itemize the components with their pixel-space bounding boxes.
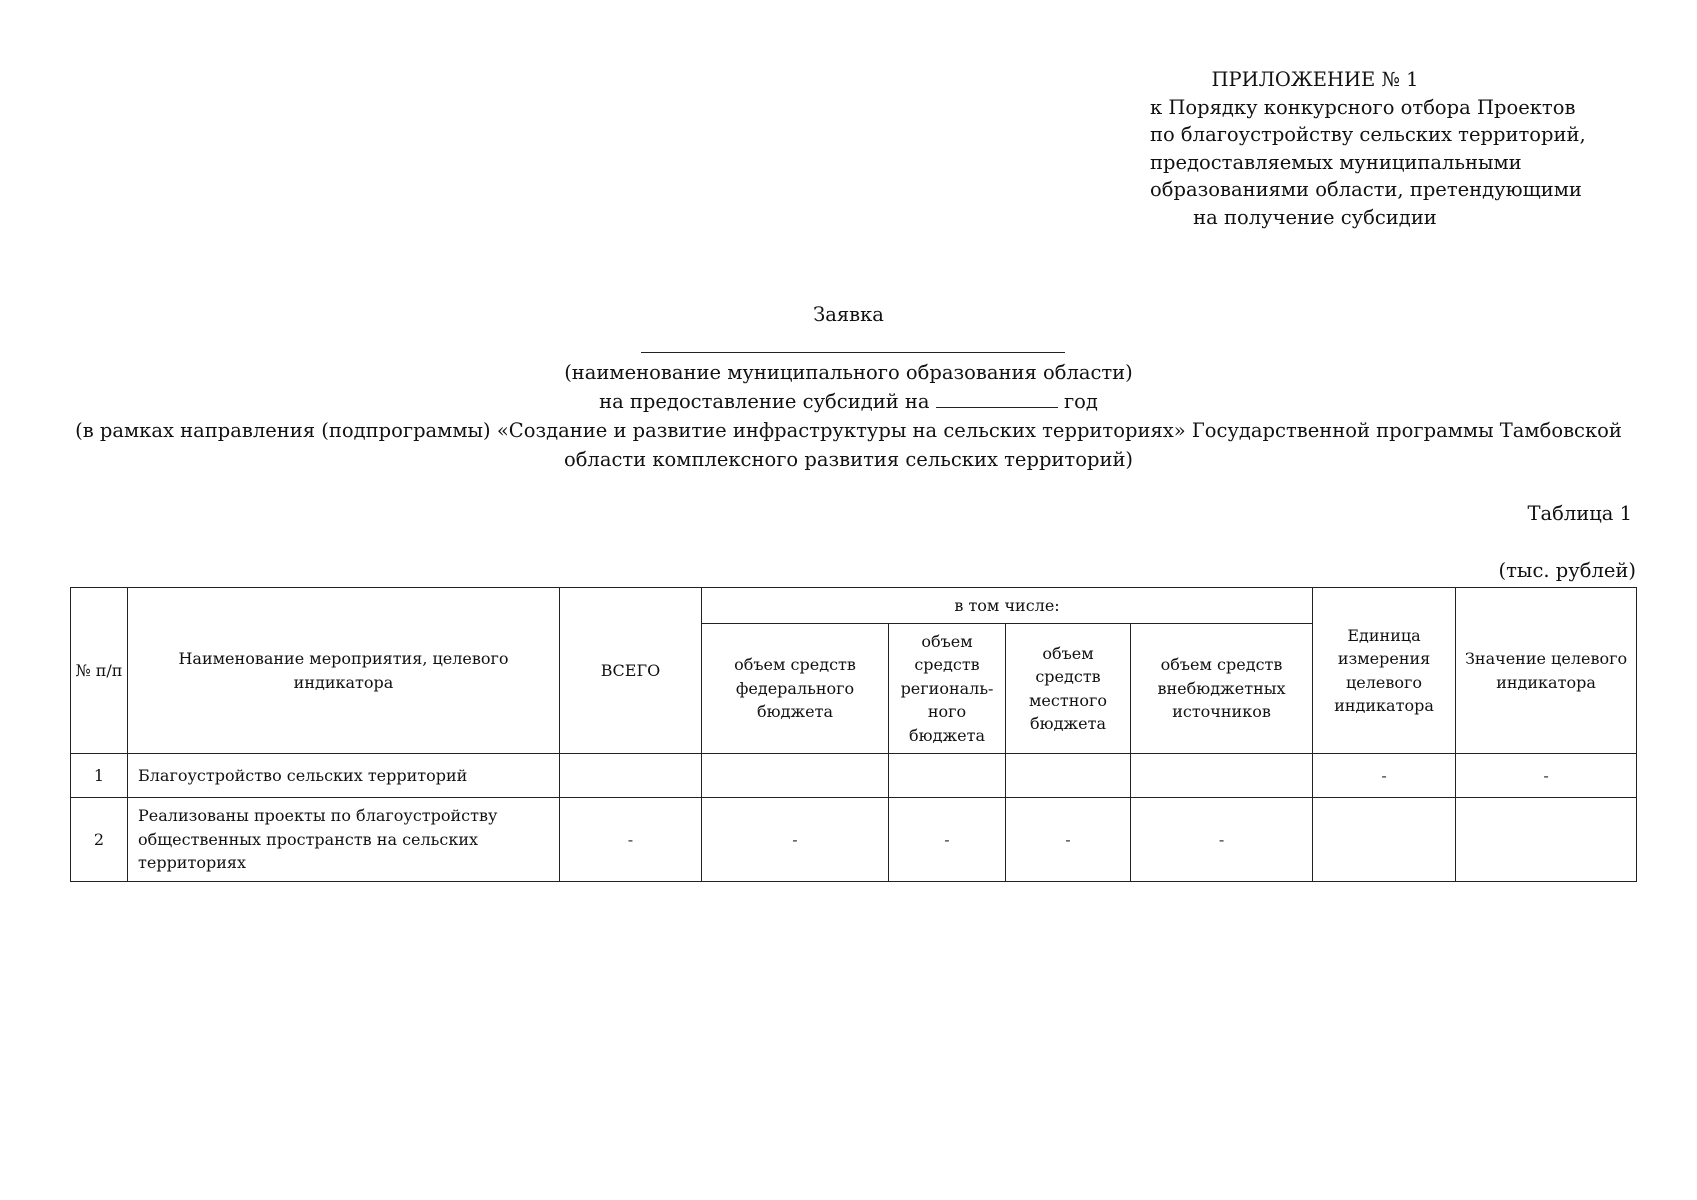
- header-name: Наименование мероприятия, целевого индикатора: [128, 588, 560, 754]
- units-label: (тыс. рублей): [1498, 559, 1636, 582]
- subsidy-prefix: на предоставление субсидий на: [599, 390, 930, 413]
- header-extrabudget: объем средств внебюджетных источников: [1131, 624, 1313, 754]
- subsidy-suffix: год: [1063, 390, 1098, 413]
- cell-federal: [702, 754, 889, 798]
- cell-name: Реализованы проекты по благоустройству общественных пространств на сельских территориях: [128, 798, 560, 882]
- subsidy-table: [70, 587, 1637, 882]
- cell-unit: [1313, 798, 1456, 882]
- header-federal: объем средств федерального бюджета: [702, 624, 889, 754]
- appendix-line: на получение субсидии: [1193, 205, 1437, 229]
- cell-extrabudget: -: [1131, 798, 1313, 882]
- appendix-block: [1150, 66, 1586, 231]
- cell-federal: -: [702, 798, 889, 882]
- header-regional: объем средств региональ-ного бюджета: [889, 624, 1006, 754]
- cell-extrabudget: [1131, 754, 1313, 798]
- document-title: Заявка: [813, 303, 884, 326]
- subsidy-line: [60, 387, 1637, 416]
- header-unit: Единица измерения целевого индикатора: [1313, 588, 1456, 754]
- header-value: Значение целевого индикатора: [1456, 588, 1637, 754]
- appendix-title: ПРИЛОЖЕНИЕ № 1: [1211, 68, 1419, 91]
- program-line-1: (в рамках направления (подпрограммы) «Создание и развитие инфраструктуры на сельских территориях» Государственной программы Тамбовской: [75, 419, 1622, 442]
- header-local: объем средств местного бюджета: [1006, 624, 1131, 754]
- municipality-blank-line: [641, 352, 1065, 353]
- header-including: в том числе:: [702, 588, 1313, 624]
- appendix-line: предоставляемых муниципальными: [1150, 150, 1522, 174]
- cell-value: -: [1456, 754, 1637, 798]
- table-header-row: [71, 588, 1637, 624]
- cell-local: [1006, 754, 1131, 798]
- table-row: [71, 798, 1637, 882]
- cell-regional: -: [889, 798, 1006, 882]
- municipality-caption: (наименование муниципального образования области): [564, 361, 1133, 384]
- header-number: № п/п: [71, 588, 128, 754]
- cell-local: -: [1006, 798, 1131, 882]
- cell-total: [560, 754, 702, 798]
- appendix-line: образованиями области, претендующими: [1150, 178, 1582, 201]
- cell-name: Благоустройство сельских территорий: [128, 754, 560, 798]
- cell-unit: -: [1313, 754, 1456, 798]
- cell-number: 2: [71, 798, 128, 882]
- header-total: ВСЕГО: [560, 588, 702, 754]
- table-caption: Таблица 1: [1527, 502, 1632, 525]
- cell-number: 1: [71, 754, 128, 798]
- program-line-2: области комплексного развития сельских территорий): [563, 448, 1134, 471]
- cell-value: [1456, 798, 1637, 882]
- year-blank: [936, 389, 1058, 408]
- cell-total: -: [560, 798, 702, 882]
- cell-regional: [889, 754, 1006, 798]
- appendix-line: к Порядку конкурсного отбора Проектов: [1150, 95, 1576, 119]
- appendix-line: по благоустройству сельских территорий,: [1150, 123, 1586, 146]
- heading-block: [60, 358, 1637, 474]
- table-row: [71, 754, 1637, 798]
